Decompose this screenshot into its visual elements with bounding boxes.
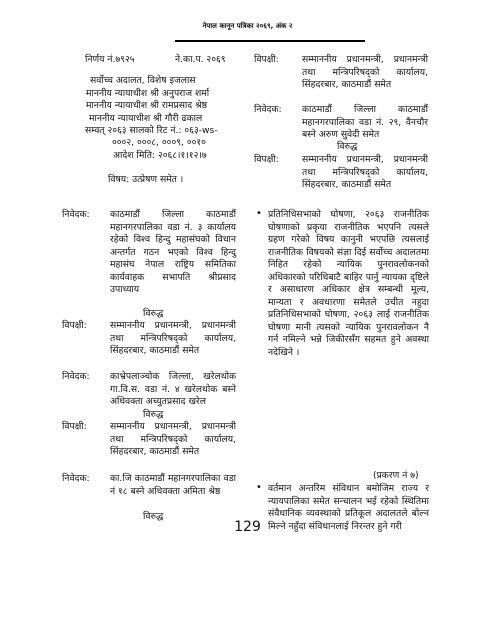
party-block	[254, 154, 429, 192]
party-block	[62, 209, 245, 297]
paragraph-reference: (प्रकरण नं ७)	[373, 470, 419, 481]
party-label: विपक्षी:	[254, 154, 279, 165]
party-text: सम्माननीय प्रधानमन्त्री, प्रधानमन्त्री तथा मन्त्रिपरिषद्को कार्यालय, सिंहदरबार, काठमाडौं समेत	[110, 421, 236, 457]
court-line: आदेश मिति: २०६८।१।१२।७	[113, 150, 207, 161]
party-label: निवेदक:	[62, 209, 90, 220]
holding-paragraph: प्रतिनिधिसभाको घोषणा, २०६३ राजनीतिक घोषणाको प्रकृया राजनीतिक भएपनि त्यसले ग्रहण गरेको विषय कानुनी भएपछि त्यसलाई राजनीतिक विषयको संज्ञा दिई सर्वोच्च अदालतमा निहित रहेको न्यायिक पुनरावलोकनको अधिकारको परिधिबाटै बाहिर पार्नु न्यायका दृष्टिले र असाधारण अधिकार क्षेत्र सम्बन्धी मूल्य, मान्यता र अवधारणा समेतले उचीत नहुदा प्रतिनिधिसभाको घोषणा, २०६३ लाई राजनीतिक घोषणा मानी त्यसको न्यायिक पुनरावलोकन नै गर्न नमिल्ने भन्ने जिकीरसँग सहमत हुने अवस्था नदेखिने ।	[268, 209, 429, 358]
decision-number: निर्णय नं.७९२५	[85, 54, 135, 65]
party-text: का.जि काठमाडौं महानगरपालिका वडा नं १८ बस्ने अधिवक्ता अमिता श्रेष्ठ	[110, 473, 236, 497]
party-block	[62, 473, 245, 498]
holding-paragraph: वर्तमान अन्तरिम संविधान बमोजिम राज्य र न्यायपालिका समेत सन्चालन भई रहेको स्थितिमा संवैधानिक व्यवस्थाको प्रतिकूल अदालतले बोल्न मिल्ने नहुँदा संविधानलाई निरन्तर हुने गरी	[268, 483, 429, 532]
bullet-icon: •	[256, 482, 262, 493]
party-block	[254, 54, 429, 92]
running-header: नेपाल कानून पत्रिका २०६९, अंक २	[202, 22, 293, 30]
party-label: विपक्षी:	[254, 54, 279, 65]
party-block	[62, 371, 245, 409]
party-label: निवेदक:	[254, 104, 282, 115]
versus: विरुद्ध	[143, 308, 164, 319]
party-label: निवेदक:	[62, 371, 90, 382]
court-line: माननीय न्यायाधीश श्री अनुपराज शर्मा	[86, 88, 210, 99]
court-line: सर्वोच्च अदालत, विशेष इजलास	[90, 75, 196, 86]
page-number: 129	[234, 519, 261, 535]
party-text: काभ्रेपलाञ्चोक जिल्ला, खरेलथोक गा.वि.स. वडा नं. ४ खरेलथोक बस्ने अधिवक्ता अच्युतप्रसाद खरेल	[110, 371, 236, 407]
versus: विरुद्ध	[337, 141, 358, 152]
party-label: निवेदक:	[62, 473, 90, 484]
header-rule	[175, 40, 365, 42]
court-line: माननीय न्यायाधीश श्री रामप्रसाद श्रेष्ठ	[86, 100, 207, 111]
party-label: विपक्षी:	[62, 421, 87, 432]
party-block	[62, 320, 245, 358]
party-text: काठमाडौं जिल्ला काठमाडौं महानगरपालिका वडा नं. २९, वैनचौर बस्ने अरुण सुवेदी समेत	[302, 104, 428, 140]
party-text: सम्माननीय प्रधानमन्त्री, प्रधानमन्त्री तथा मन्त्रिपरिषद्को कार्यालय, सिंहदरबार, काठमाडौं समेत	[302, 54, 428, 90]
party-block	[62, 421, 245, 459]
party-text: सम्माननीय प्रधानमन्त्री, प्रधानमन्त्री तथा मन्त्रिपरिषद्को कार्यालय, सिंहदरबार, काठमाडौं समेत	[110, 320, 236, 356]
subject: विषय: उत्प्रेषण समेत ।	[108, 174, 184, 185]
party-text: काठमाडौं जिल्ला काठमाडौं महानगरपालिका वडा नं. ३ कार्यालय रहेको विश्व हिन्दु महासंघको विधान अन्तर्गत गठन भएको विश्व हिन्दु महासंघ नेपाल राष्ट्रिय समितिका कार्यवाहक सभापति श्रीप्रसाद उपाध्याय	[110, 209, 236, 295]
court-line: ०००२, ०००८, ०००९, ००१०	[112, 137, 206, 148]
court-line: माननीय न्यायाधीश श्री गौरी ढकाल	[89, 113, 203, 124]
court-line: सम्वत् २०६३ सालको रिट नं.: ०६३-ws-	[85, 125, 218, 136]
party-block	[254, 104, 429, 142]
versus: विरुद्ध	[143, 511, 164, 522]
bullet-icon: •	[256, 208, 262, 219]
reference-number: ने.का.प. २०६९	[175, 54, 226, 65]
party-label: विपक्षी:	[62, 320, 87, 331]
party-text: सम्माननीय प्रधानमन्त्री, प्रधानमन्त्री तथा मन्त्रिपरिषद्को कार्यालय, सिंहदरबार, काठमाडौं समेत	[302, 154, 428, 190]
versus: विरुद्ध	[143, 409, 164, 420]
